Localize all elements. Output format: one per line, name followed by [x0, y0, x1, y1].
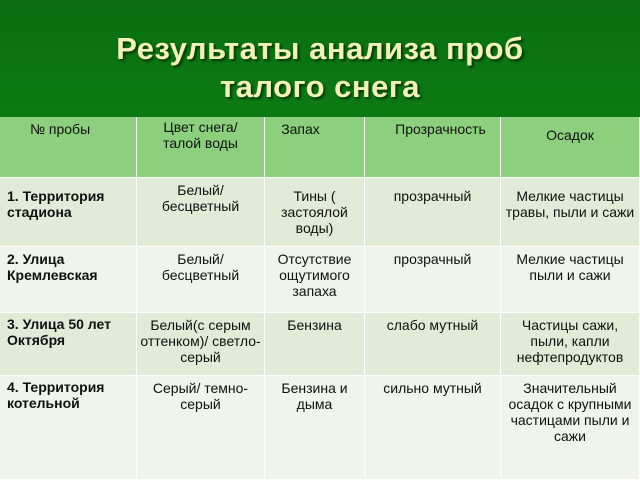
results-table: [0, 117, 640, 480]
slide-title: [0, 30, 640, 106]
row-4-smell: Бензина и дыма: [265, 376, 365, 480]
row-4-sediment: Значительный осадок с крупными частицами пыли и сажи: [501, 376, 640, 480]
row-1-transparency: прозрачный: [365, 178, 501, 247]
row-1-smell: Тины ( застоялой воды): [265, 178, 365, 247]
header-transparency: [365, 117, 501, 178]
row-2-transparency: прозрачный: [365, 247, 501, 313]
title-line-1: Результаты анализа проб: [116, 31, 524, 66]
row-4-color: Серый/ темно-серый: [137, 376, 265, 480]
row-3-sample: 3. Улица 50 лет Октября: [0, 313, 137, 376]
header-sediment: [501, 117, 640, 178]
header-sediment-text: Осадок: [546, 127, 594, 143]
row-3-smell: Бензина: [265, 313, 365, 376]
row-2-sample: 2. Улица Кремлевская: [0, 247, 137, 313]
row-4-sample: 4. Территория котельной: [0, 376, 137, 480]
row-2-smell: Отсутствие ощутимого запаха: [265, 247, 365, 313]
row-3-color: Белый(с серым оттенком)/ светло-серый: [137, 313, 265, 376]
row-3-transparency: слабо мутный: [365, 313, 501, 376]
header-transparency-text: Прозрачность: [395, 121, 486, 137]
header-smell-text: Запах: [281, 121, 320, 137]
header-smell: [265, 117, 365, 178]
row-2-color: Белый/ бесцветный: [137, 247, 265, 313]
row-1-sediment: Мелкие частицы травы, пыли и сажи: [501, 178, 640, 247]
row-4-transparency: сильно мутный: [365, 376, 501, 480]
row-1-color: Белый/ бесцветный: [137, 178, 265, 247]
header-color: [137, 117, 265, 178]
row-3-sediment: Частицы сажи, пыли, капли нефтепродуктов: [501, 313, 640, 376]
row-2-sediment: Мелкие частицы пыли и сажи: [501, 247, 640, 313]
title-line-2: талого снега: [219, 69, 421, 104]
header-color-text: Цвет снега/талой воды: [163, 119, 238, 151]
header-sample-number: № пробы: [0, 117, 137, 178]
row-1-sample: 1. Территория стадиона: [0, 178, 137, 247]
